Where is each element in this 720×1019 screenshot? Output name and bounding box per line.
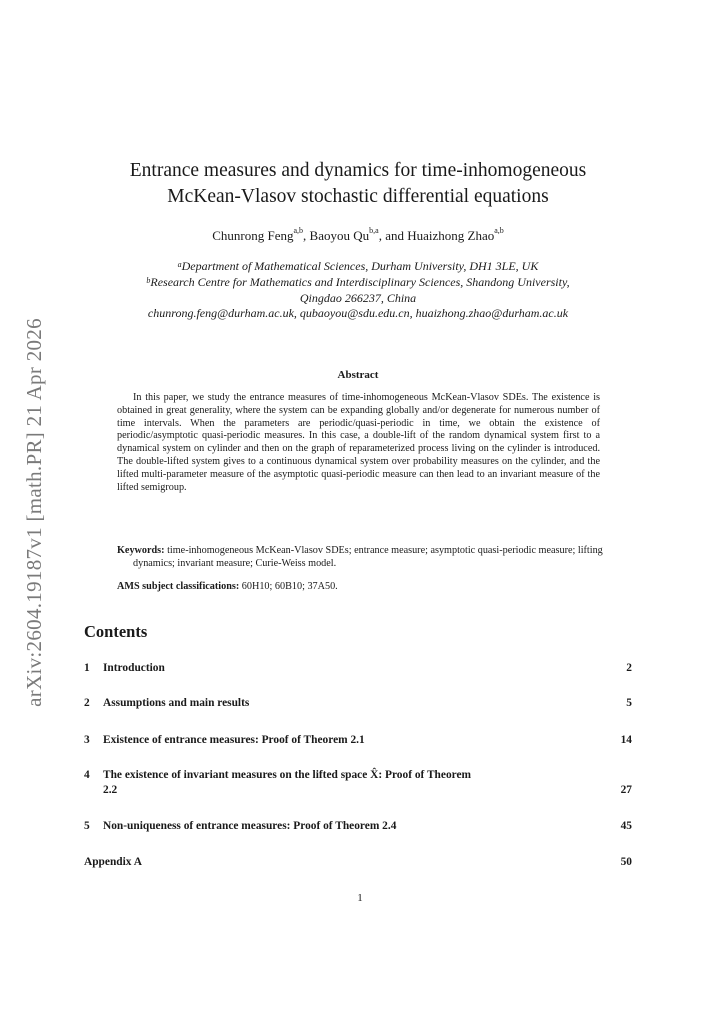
toc-page: 27 (620, 784, 632, 796)
affiliation-b (80, 275, 636, 322)
toc-page: 5 (626, 697, 632, 709)
title-line-1: Entrance measures and dynamics for time-inhomogeneous (129, 160, 587, 181)
affiliation-b-text-line1: Research Centre for Mathematics and Interdisciplinary Sciences, Shandong University, (150, 275, 570, 289)
abstract-body: In this paper, we study the entrance measures of time-inhomogeneous McKean-Vlasov SDEs. The existence is obtained in great generality, where the system can be expanding globally and/or degenerate for numerous number of time intervals. When the parameters are periodic/quasi-periodic in time, we obtain the existence of periodic/asymptotic quasi-periodic measures. In this case, a double-lift of the random dynamical system first to a dynamical system on cylinder and then on the graph of reparameterized process living on the cylinder is introduced. The double-lifted system gives to a continuous dynamical system over probability measures on the cylinder, and the lifted multi-parameter measure of the asymptotic quasi-periodic measure can then lead to an invariant measure of the lifted semigroup. (117, 392, 600, 493)
arxiv-stamp (20, 290, 48, 735)
ams-classifications (117, 581, 600, 594)
toc-number: 3 (84, 734, 90, 746)
toc-title: Introduction (103, 662, 165, 674)
keywords-label: Keywords: (117, 545, 165, 556)
toc-number: 4 (84, 769, 90, 781)
toc-title: Assumptions and main results (103, 697, 250, 709)
toc-entry[interactable] (84, 768, 632, 800)
author-1-sup: a,b (293, 226, 304, 235)
toc-number: 2 (84, 697, 90, 709)
toc-title-line2: 2.2 (103, 784, 118, 796)
author-2-name: Baoyou Qu (309, 228, 370, 243)
ams-label: AMS subject classifications: (117, 581, 240, 592)
toc-title: The existence of invariant measures on the lifted space X̂: Proof of Theorem (103, 769, 472, 781)
toc-page: 45 (620, 820, 632, 832)
keywords-text: time-inhomogeneous McKean-Vlasov SDEs; entrance measure; asymptotic quasi-periodic measure; lifting dynamics; invariant measure; Curie-Weiss model. (133, 545, 603, 569)
toc-title: Non-uniqueness of entrance measures: Proof of Theorem 2.4 (103, 820, 397, 832)
author-1-name: Chunrong Feng (212, 228, 294, 243)
toc-number: 1 (84, 662, 90, 674)
affiliation-a-mark: a (177, 260, 182, 269)
title-line-2: McKean-Vlasov stochastic differential equations (167, 186, 549, 207)
affiliation-a-text: Department of Mathematical Sciences, Durham University, DH1 3LE, UK (181, 259, 539, 273)
author-3-name: and Huaizhong Zhao (385, 228, 495, 243)
toc-page: 50 (620, 856, 632, 868)
paper-title (80, 158, 636, 210)
toc-page: 2 (626, 662, 632, 674)
ams-text: 60H10; 60B10; 37A50. (241, 581, 338, 592)
affiliation-b-text-line2: Qingdao 266237, China (299, 290, 417, 305)
toc-number: 5 (84, 820, 90, 832)
affiliation-b-mark: b (146, 276, 151, 285)
author-3-sup: a,b (494, 226, 504, 235)
toc-title: Appendix A (84, 856, 142, 868)
arxiv-stamp-text: arXiv:2604.19187v1 [math.PR] 21 Apr 2026 (21, 318, 46, 707)
page-number: 1 (357, 892, 363, 904)
author-emails: chunrong.feng@durham.ac.uk, qubaoyou@sdu.edu.cn, huaizhong.zhao@durham.ac.uk (147, 306, 569, 320)
author-2-sup: b,a (369, 226, 379, 235)
contents-heading: Contents (84, 622, 148, 641)
toc-title: Existence of entrance measures: Proof of Theorem 2.1 (103, 734, 365, 746)
author-list: Chunrong Feng$^{a,b}$, Baoyou Qu$^{b,a}$, and Huaizhong Zhao$^{a,b}$ (212, 226, 504, 243)
toc-page: 14 (620, 734, 632, 746)
affiliation-a (80, 259, 636, 275)
keywords (117, 545, 616, 571)
abstract-heading: Abstract (337, 369, 379, 381)
